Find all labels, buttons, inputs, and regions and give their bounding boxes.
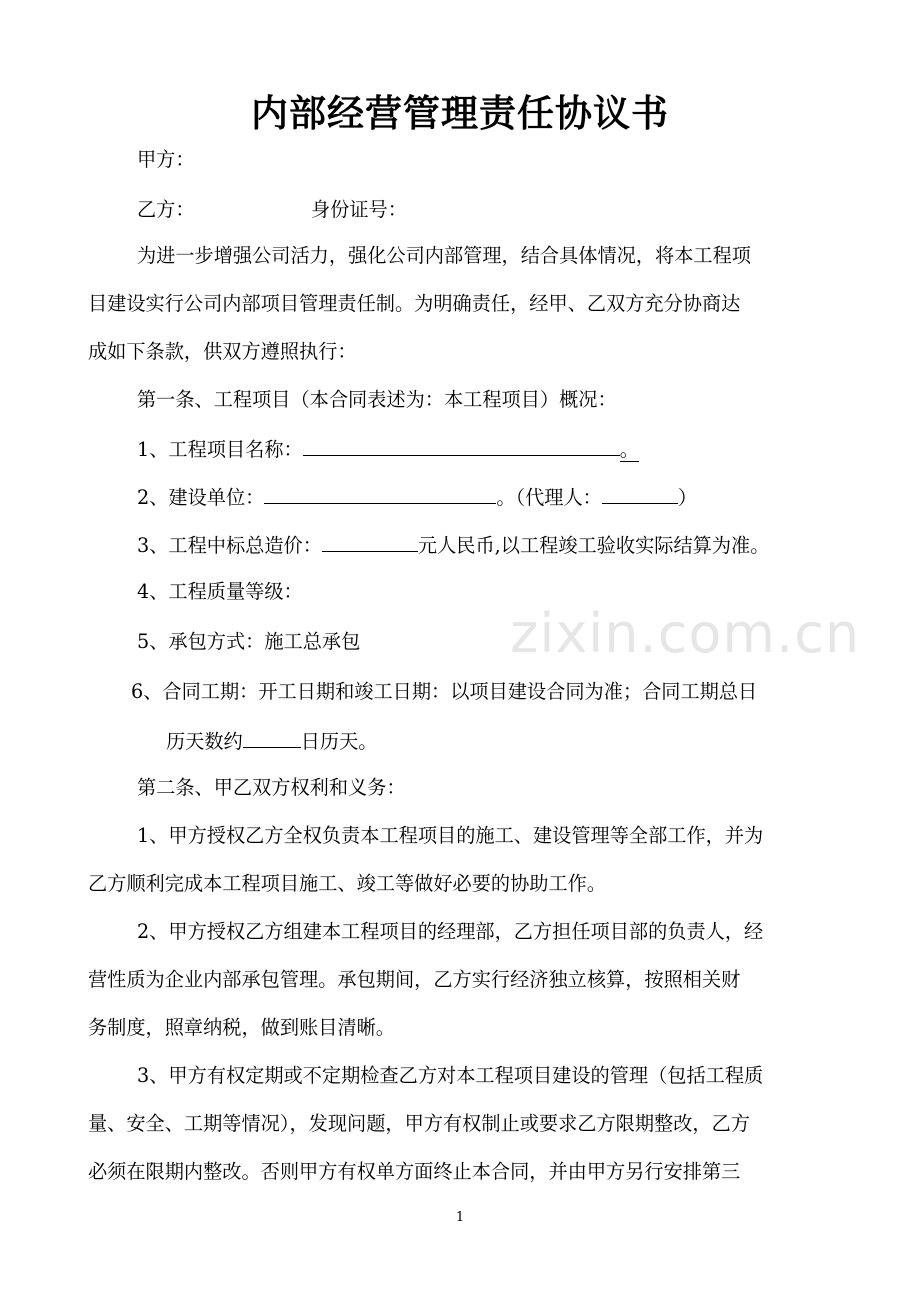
agent-blank [602, 482, 678, 504]
project-name-blank [303, 434, 620, 456]
item-2-mid: 。（代理人： [496, 486, 602, 509]
clause-1-line-2: 乙方顺利完成本工程项目施工、竣工等做好必要的协助工作。 [88, 872, 607, 895]
clause-3-line-1: 3、甲方有权定期或不定期检查乙方对本工程项目建设的管理（包括工程质 [137, 1064, 764, 1087]
item-5-contract-mode: 5、承包方式：施工总承包 [137, 630, 361, 653]
article-2-heading: 第二条、甲乙双方权利和义务： [137, 776, 406, 799]
item-3-label: 3、工程中标总造价： [137, 534, 322, 557]
construction-unit-blank [264, 482, 496, 504]
item-2-end: ） [677, 486, 698, 509]
item-3-total-price [137, 530, 769, 560]
item-1-label: 1、工程项目名称： [137, 438, 303, 461]
item-6-days-end: 日历天。 [300, 730, 378, 753]
intro-line-1: 为进一步增强公司活力，强化公司内部管理，结合具体情况，将本工程项 [137, 244, 751, 267]
clause-3-line-2: 量、安全、工期等情况），发现问题，甲方有权制止或要求乙方限期整改，乙方 [88, 1112, 750, 1135]
clause-2-line-3: 务制度，照章纳税，做到账目清晰。 [88, 1016, 395, 1039]
document-title: 内部经营管理责任协议书 [251, 91, 669, 135]
item-4-quality-grade: 4、工程质量等级： [137, 580, 303, 603]
party-a-label: 甲方： [137, 148, 195, 171]
clause-1-line-1: 1、甲方授权乙方全权负责本工程项目的施工、建设管理等全部工作，并为 [137, 824, 764, 847]
article-1-heading: 第一条、工程项目（本合同表述为：本工程项目）概况： [137, 388, 617, 411]
item-2-construction-unit [137, 482, 697, 512]
id-number-label: 身份证号： [311, 198, 407, 221]
page-number: 1 [455, 1210, 465, 1225]
item-2-label: 2、建设单位： [137, 486, 265, 509]
party-b-label: 乙方： [137, 198, 195, 221]
item-1-end: 。 [619, 438, 639, 461]
days-blank [243, 726, 301, 748]
clause-2-line-1: 2、甲方授权乙方组建本工程项目的经理部，乙方担任项目部的负责人，经 [137, 920, 764, 943]
item-6-line-1: 6、合同工期：开工日期和竣工日期：以项目建设合同为准；合同工期总日 [131, 680, 758, 703]
item-6-line-2 [166, 726, 378, 756]
intro-line-3: 成如下条款，供双方遵照执行： [88, 340, 357, 363]
total-price-blank [322, 530, 418, 552]
watermark: zixin.com.cn [510, 602, 861, 665]
clause-2-line-2: 营性质为企业内部承包管理。承包期间，乙方实行经济独立核算，按照相关财 [88, 968, 741, 991]
intro-line-2: 目建设实行公司内部项目管理责任制。为明确责任，经甲、乙双方充分协商达 [88, 292, 741, 315]
item-6-days-label: 历天数约 [166, 730, 243, 753]
clause-3-line-3: 必须在限期内整改。否则甲方有权单方面终止本合同，并由甲方另行安排第三 [88, 1160, 741, 1183]
item-1-project-name [137, 434, 639, 464]
item-3-end: 元人民币,以工程竣工验收实际结算为准。 [417, 534, 770, 557]
